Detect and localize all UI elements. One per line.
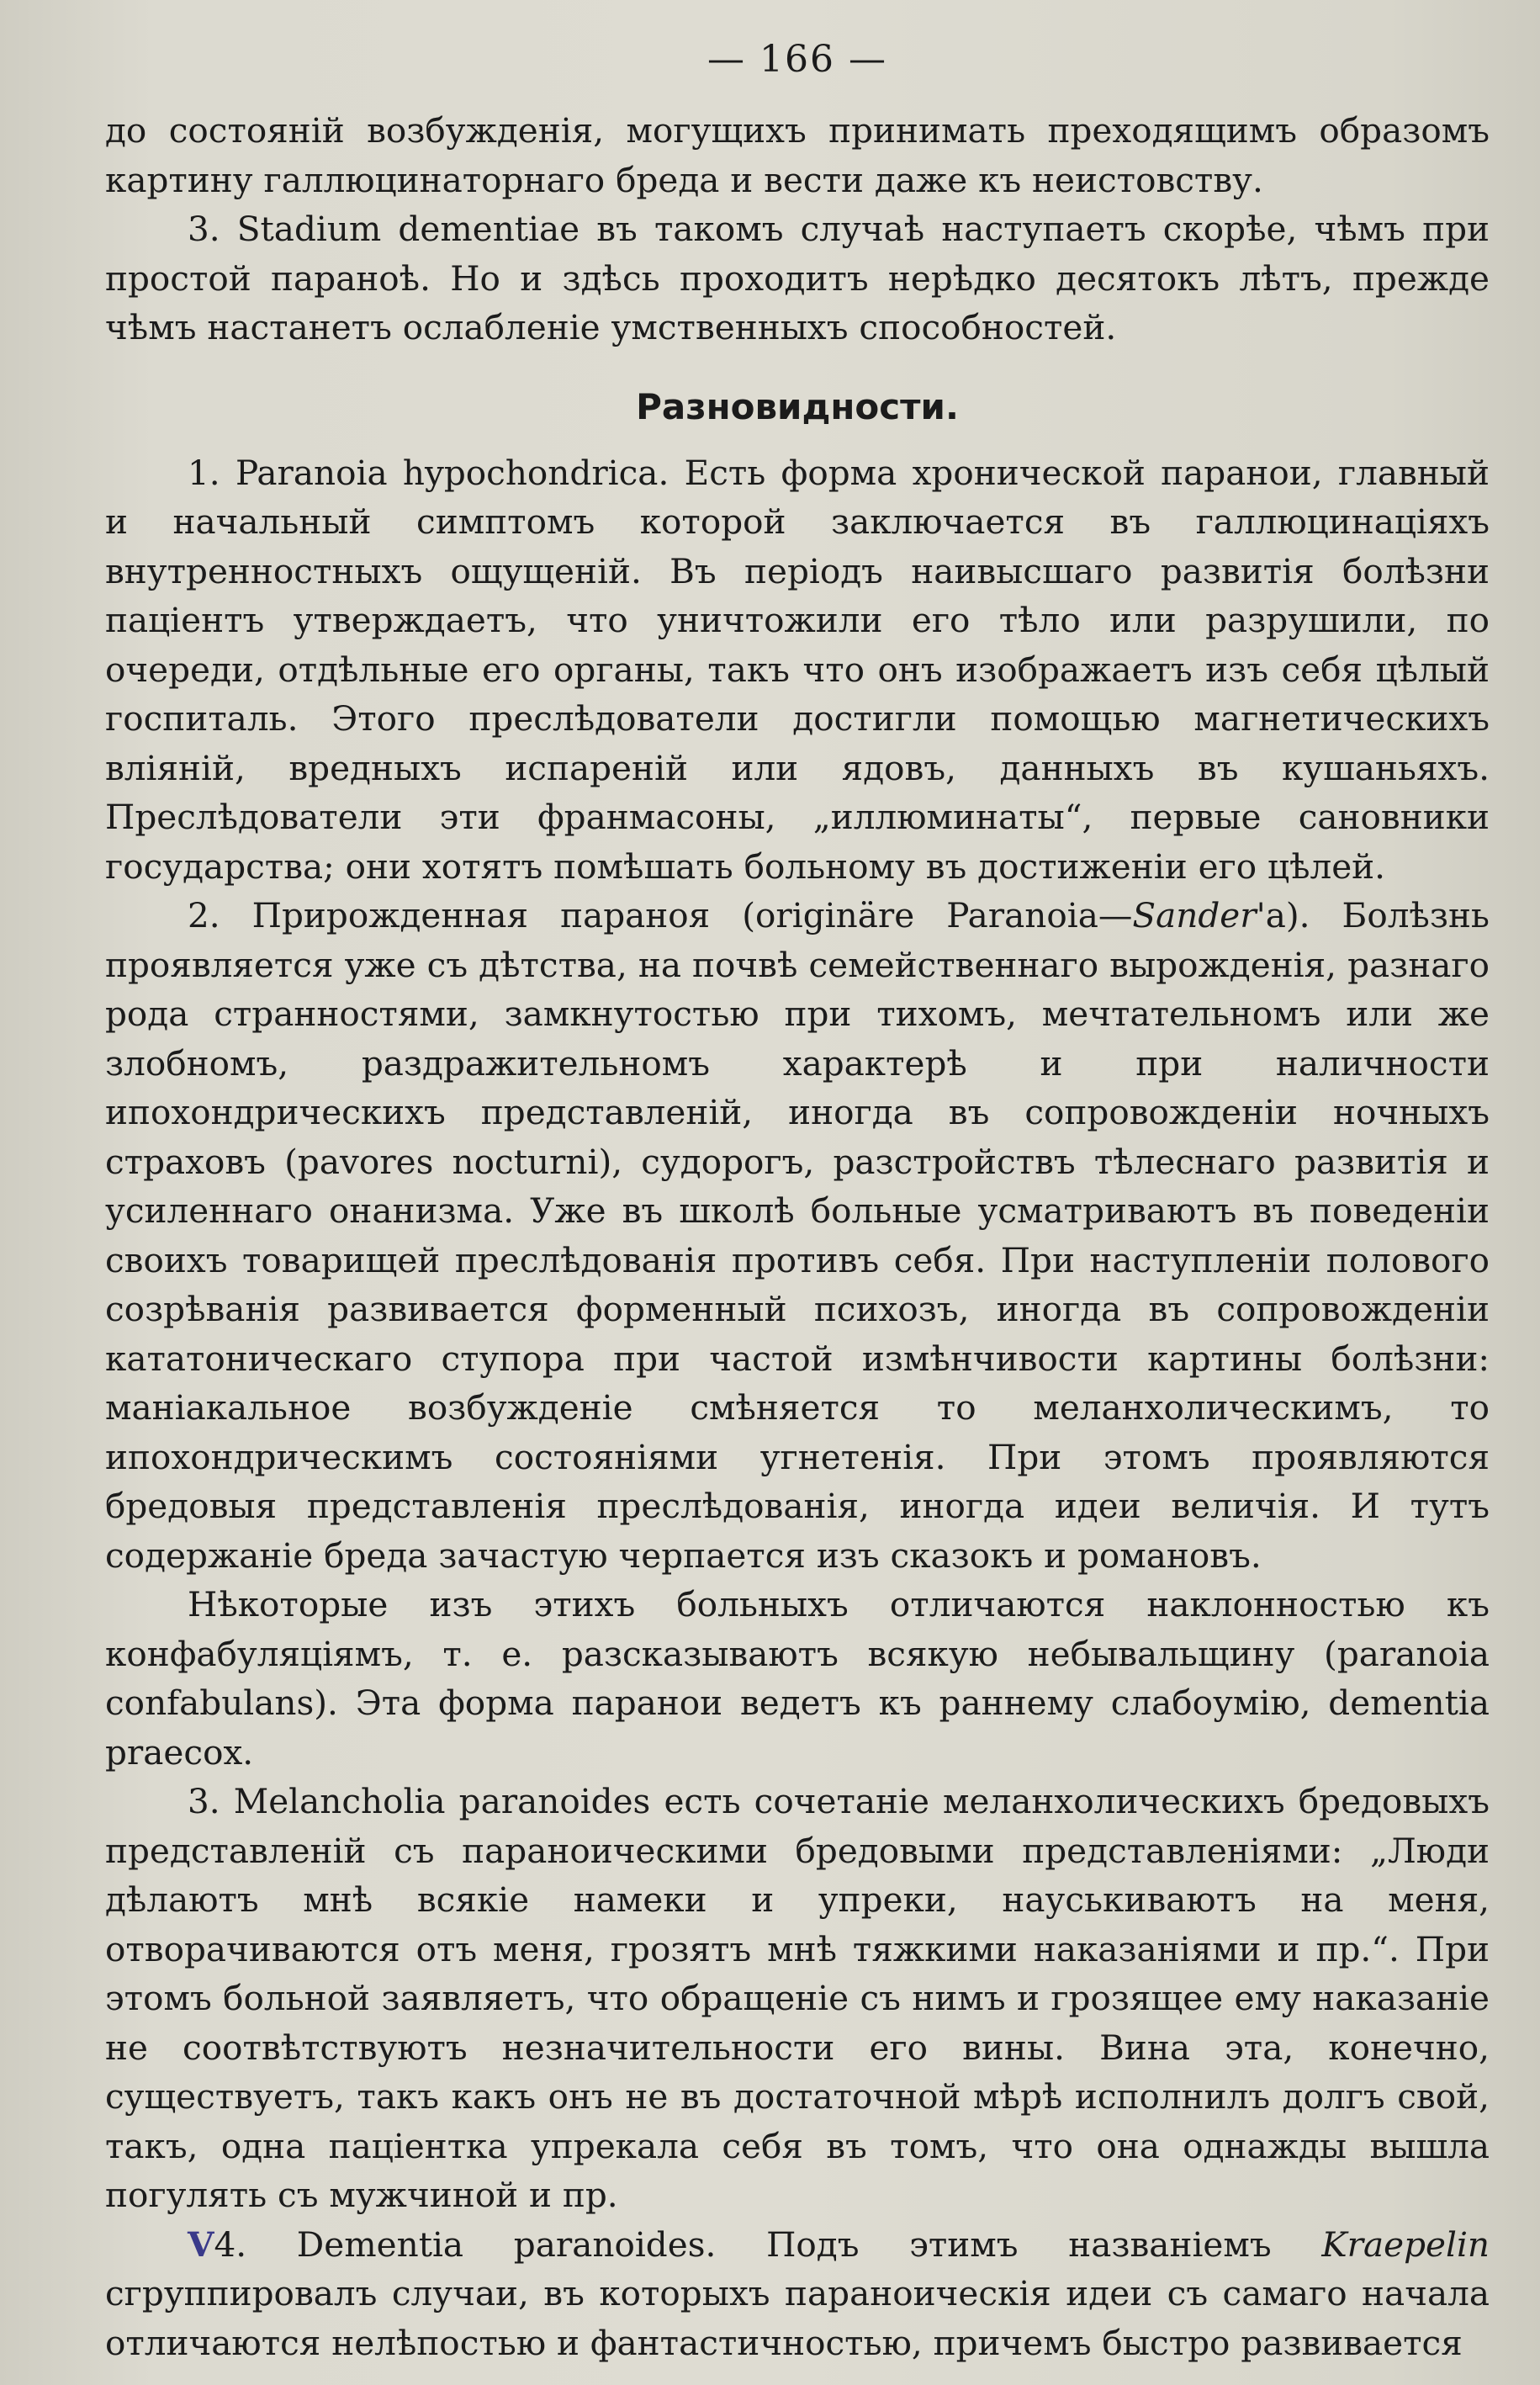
paragraph-melancholia-paranoides: 3. Melancholia paranoides есть сочетаніе меланхолическихъ бредовыхъ представленій съ параноическими бредовыми представленіями: „Люди дѣлаютъ мнѣ всякіе намеки и упреки, науськиваютъ на меня, отворачиваются отъ меня, грозятъ мнѣ тяжкими наказаніями и пр.“. При этомъ больной заявляетъ, что обращеніе съ нимъ и грозящее ему наказаніе не соотвѣтствуютъ незначительности его вины. Вина эта, конечно, существуетъ, такъ какъ онъ не въ достаточной мѣрѣ исполнилъ долгъ свой, такъ, одна паціентка упрекала себя въ томъ, что она однажды вышла погулять съ мужчиной и пр. xyxy=(105,1781,1490,2215)
paragraph-originare-paranoia xyxy=(105,891,1490,1580)
page-body xyxy=(105,106,1490,2367)
text-run: 4. Dementia paranoides. Подъ этимъ названіемъ xyxy=(214,2223,1322,2265)
paragraph-continuation: до состояній возбужденія, могущихъ принимать преходящимъ образомъ картину галлюцинаторнаго бреда и вести даже къ неистовству. xyxy=(105,110,1490,200)
paragraph-dementia-paranoides xyxy=(105,2220,1490,2368)
text-run: сгруппировалъ случаи, въ которыхъ параноическія идеи съ самаго начала отличаются нелѣпостью и фантастичностью, причемъ быстро развивается xyxy=(105,2273,1490,2363)
text-run: 'a). Болѣзнь проявляется уже съ дѣтства, на почвѣ семейственнаго вырожденія, разнаго рода странностями, замкнутостью при тихомъ, мечтательномъ или же злобномъ, раздражительномъ характерѣ и при наличности ипохондрическихъ представленій, иногда въ сопровожденіи ночныхъ страховъ (pavores nocturni), судорогъ, разстройствъ тѣлеснаго развитія и усиленнаго онанизма. Уже въ школѣ больные усматриваютъ въ поведеніи своихъ товарищей преслѣдованія противъ себя. При наступленіи полового созрѣванія развивается форменный психозъ, иногда въ сопровожденіи кататоническаго ступора при частой измѣнчивости картины болѣзни: маніакальное возбужденіе смѣняется то меланхолическимъ, то ипохондрическимъ состояніями угнетенія. При этомъ проявляются бредовыя представленія преслѣдованія, иногда идеи величія. И тутъ содержаніе бреда зачастую черпается изъ сказокъ и романовъ. xyxy=(105,895,1490,1576)
paragraph-paranoia-hypochondrica: 1. Paranoia hypochondrica. Есть форма хронической паранои, главный и начальный симптомъ которой заключается въ галлюцинаціяхъ внутренностныхъ ощущеній. Въ періодъ наивысшаго развитія болѣзни паціентъ утверждаетъ, что уничтожили его тѣло или разрушили, по очереди, отдѣльные его органы, такъ что онъ изображаетъ изъ себя цѣлый госпиталь. Этого преслѣдователи достигли помощью магнетическихъ вліяній, вредныхъ испареній или ядовъ, данныхъ въ кушаньяхъ. Преслѣдователи эти франмасоны, „иллюминаты“, первые сановники государства; они хотятъ помѣшать больному въ достиженіи его цѣлей. xyxy=(105,452,1490,887)
handwritten-check-mark: V xyxy=(188,2223,214,2265)
author-name-sander: Sander xyxy=(1132,895,1257,935)
page-number: — 166 — xyxy=(707,38,887,81)
author-name-kraepelin: Kraepelin xyxy=(1321,2223,1490,2265)
paragraph-confabulans: Нѣкоторые изъ этихъ больныхъ отличаются наклонностью къ конфабуляціямъ, т. е. разсказываютъ всякую небывальщину (paranoia confabulans). Эта форма паранои ведетъ къ раннему слабоумію, dementia praecox. xyxy=(105,1584,1490,1773)
text-run: 2. Прирожденная параноя (originäre Paranoia— xyxy=(188,895,1133,935)
paragraph-stadium-dementiae: 3. Stadium dementiae въ такомъ случаѣ наступаетъ скорѣе, чѣмъ при простой паранoѣ. Но и здѣсь проходитъ нерѣдко десятокъ лѣтъ, прежде чѣмъ настанетъ ослабленіе умственныхъ способностей. xyxy=(105,209,1490,347)
section-heading: Разновидности. xyxy=(636,385,959,427)
